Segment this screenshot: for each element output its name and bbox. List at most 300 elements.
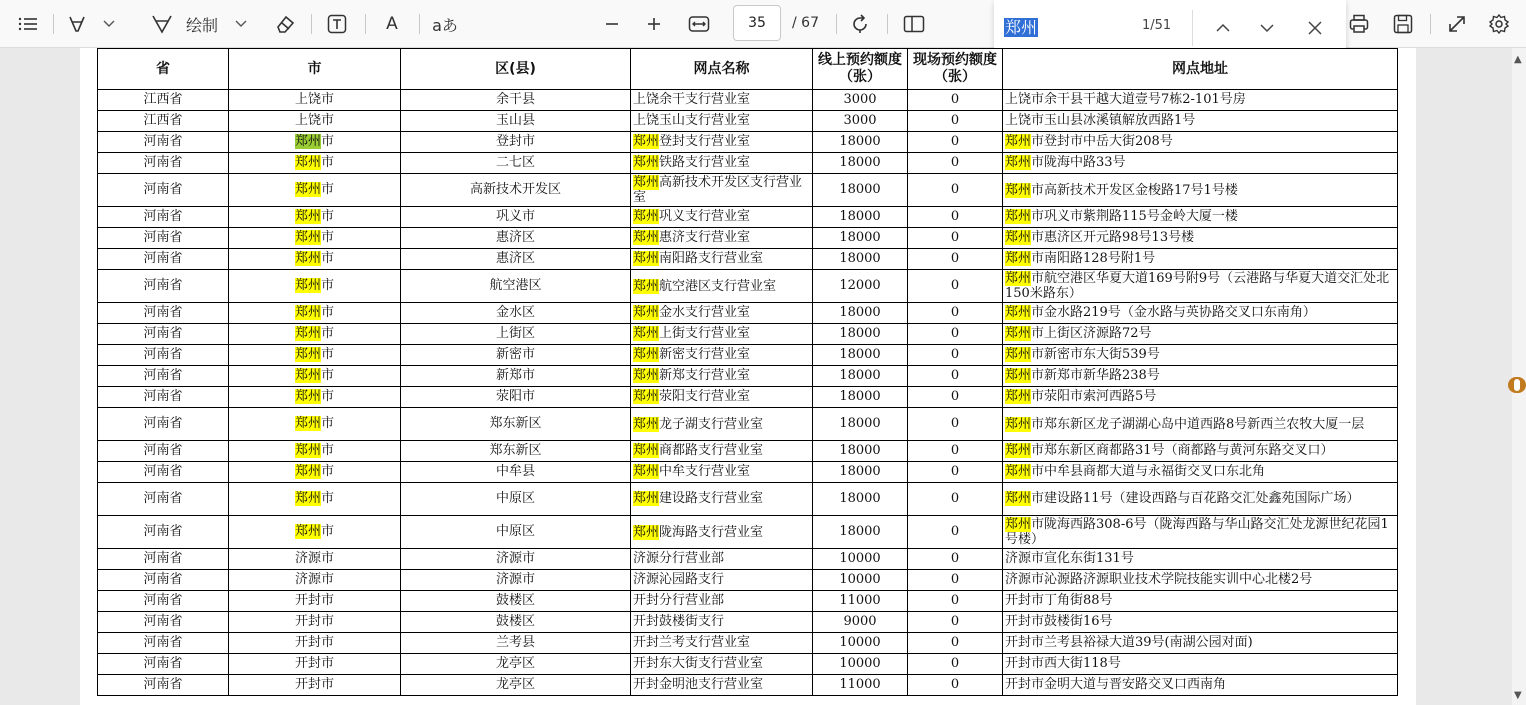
cell-address: 郑州市新郑市新华路238号: [1003, 366, 1398, 387]
table-row: [98, 591, 1398, 612]
search-match-highlight: 郑州: [1005, 416, 1032, 432]
find-close-icon[interactable]: [1300, 13, 1330, 43]
cell-district: 龙亭区: [401, 654, 631, 675]
cell-onsite-quota: 0: [908, 345, 1003, 366]
search-match-highlight: 郑州: [633, 368, 660, 383]
table-row: [98, 228, 1398, 249]
table-row: [98, 483, 1398, 516]
highlight-chevron-down-icon[interactable]: [100, 9, 118, 39]
cell-online-quota: 18000: [813, 441, 908, 462]
cell-branch-name: 上饶玉山支行营业室: [631, 111, 813, 132]
find-result-count: 1/51: [1142, 18, 1172, 33]
cell-online-quota: 18000: [813, 366, 908, 387]
cell-district: 郑东新区: [401, 441, 631, 462]
cell-province: 河南省: [98, 462, 229, 483]
header-onsite-quota: 现场预约额度（张）: [908, 49, 1003, 90]
cell-onsite-quota: 0: [908, 462, 1003, 483]
cell-onsite-quota: 0: [908, 633, 1003, 654]
table-row: [98, 249, 1398, 270]
cell-address: 上饶市玉山县冰溪镇解放西路1号: [1003, 111, 1398, 132]
cell-branch-name: 郑州惠济支行营业室: [631, 228, 813, 249]
cell-branch-name: 郑州金水支行营业室: [631, 303, 813, 324]
cell-district: 玉山县: [401, 111, 631, 132]
find-previous-icon[interactable]: [1208, 13, 1238, 43]
cell-province: 河南省: [98, 270, 229, 303]
cell-branch-name: 郑州中牟支行营业室: [631, 462, 813, 483]
find-query: 郑州: [1005, 18, 1038, 37]
cell-city: 郑州市: [229, 387, 401, 408]
cell-address: 郑州市上街区济源路72号: [1003, 324, 1398, 345]
cell-province: 河南省: [98, 675, 229, 696]
settings-gear-icon[interactable]: [1484, 9, 1514, 39]
cell-province: 河南省: [98, 591, 229, 612]
cell-onsite-quota: 0: [908, 366, 1003, 387]
cell-onsite-quota: 0: [908, 549, 1003, 570]
cell-address: 郑州市建设路11号（建设西路与百花路交汇处鑫苑国际广场）: [1003, 483, 1398, 516]
cell-onsite-quota: 0: [908, 654, 1003, 675]
table-row: [98, 387, 1398, 408]
cell-onsite-quota: 0: [908, 483, 1003, 516]
cell-online-quota: 10000: [813, 549, 908, 570]
search-match-highlight: 郑州: [1005, 305, 1032, 320]
cell-branch-name: 济源分行营业部: [631, 549, 813, 570]
search-match-highlight: 郑州: [1005, 517, 1032, 532]
cell-branch-name: 郑州建设路支行营业室: [631, 483, 813, 516]
table-row: [98, 345, 1398, 366]
cell-onsite-quota: 0: [908, 516, 1003, 549]
cell-province: 河南省: [98, 516, 229, 549]
cell-province: 河南省: [98, 132, 229, 153]
print-icon[interactable]: [1344, 9, 1374, 39]
cell-branch-name: 上饶余干支行营业室: [631, 90, 813, 111]
cell-branch-name: 郑州荥阳支行营业室: [631, 387, 813, 408]
cell-address: 郑州市郑东新区商都路31号（商都路与黄河东路交叉口）: [1003, 441, 1398, 462]
cell-province: 河南省: [98, 408, 229, 441]
cell-city: 济源市: [229, 570, 401, 591]
pdf-page: [80, 48, 1416, 705]
search-match-highlight: 郑州: [1005, 491, 1032, 506]
cell-onsite-quota: 0: [908, 675, 1003, 696]
cell-online-quota: 10000: [813, 633, 908, 654]
search-match-highlight: 郑州: [633, 347, 660, 362]
cell-province: 河南省: [98, 441, 229, 462]
cell-online-quota: 18000: [813, 249, 908, 270]
cell-province: 江西省: [98, 111, 229, 132]
cell-province: 河南省: [98, 570, 229, 591]
search-match-highlight: 郑州: [294, 305, 321, 320]
search-match-highlight: 郑州: [294, 326, 321, 341]
cell-city: 济源市: [229, 549, 401, 570]
cell-onsite-quota: 0: [908, 441, 1003, 462]
table-row: [98, 549, 1398, 570]
cell-district: 巩义市: [401, 207, 631, 228]
cell-branch-name: 郑州登封支行营业室: [631, 132, 813, 153]
search-match-highlight: 郑州: [294, 182, 321, 197]
table-row: [98, 132, 1398, 153]
cell-branch-name: 郑州新密支行营业室: [631, 345, 813, 366]
header-address: 网点地址: [1003, 49, 1398, 90]
search-match-highlight: 郑州: [633, 389, 660, 404]
cell-city: 郑州市: [229, 366, 401, 387]
cell-city: 郑州市: [229, 174, 401, 207]
search-match-highlight: 郑州: [1005, 347, 1032, 362]
cell-city: 郑州市: [229, 345, 401, 366]
cell-online-quota: 10000: [813, 570, 908, 591]
cell-online-quota: 10000: [813, 654, 908, 675]
search-match-highlight: 郑州: [633, 175, 660, 190]
cell-address: 郑州市巩义市紫荆路115号金岭大厦一楼: [1003, 207, 1398, 228]
cell-province: 河南省: [98, 633, 229, 654]
cell-province: 河南省: [98, 612, 229, 633]
cell-address: 郑州市航空港区华夏大道169号附9号（云港路与华夏大道交汇处北150米路东）: [1003, 270, 1398, 303]
cell-branch-name: 郑州高新技术开发区支行营业室: [631, 174, 813, 207]
table-row: [98, 516, 1398, 549]
table-row: [98, 612, 1398, 633]
cell-branch-name: 开封分行营业部: [631, 591, 813, 612]
cell-district: 鼓楼区: [401, 612, 631, 633]
read-aloud-icon[interactable]: A: [386, 14, 398, 34]
search-match-highlight: 郑州: [633, 155, 660, 170]
header-district: 区(县): [401, 49, 631, 90]
cell-city: 开封市: [229, 633, 401, 654]
table-row: [98, 462, 1398, 483]
table-row: [98, 570, 1398, 591]
table-row: [98, 366, 1398, 387]
cell-province: 河南省: [98, 483, 229, 516]
cell-online-quota: 9000: [813, 612, 908, 633]
cell-branch-name: 开封兰考支行营业室: [631, 633, 813, 654]
header-online-quota: 线上预约额度（张）: [813, 49, 908, 90]
cell-district: 荥阳市: [401, 387, 631, 408]
cell-province: 河南省: [98, 249, 229, 270]
cell-district: 中原区: [401, 516, 631, 549]
search-match-highlight: 郑州: [1005, 134, 1032, 149]
cell-province: 河南省: [98, 366, 229, 387]
cell-district: 中原区: [401, 483, 631, 516]
cell-province: 江西省: [98, 90, 229, 111]
cell-onsite-quota: 0: [908, 408, 1003, 441]
table-row: [98, 324, 1398, 345]
search-match-highlight: 郑州: [1005, 389, 1032, 404]
cell-province: 河南省: [98, 228, 229, 249]
fullscreen-icon[interactable]: [1442, 9, 1472, 39]
translate-icon[interactable]: aあ: [432, 15, 458, 35]
table-row: [98, 408, 1398, 441]
cell-district: 二七区: [401, 153, 631, 174]
cell-district: 龙亭区: [401, 675, 631, 696]
save-icon[interactable]: [1388, 9, 1418, 39]
cell-city: 郑州市: [229, 324, 401, 345]
table-header-row: [98, 49, 1398, 90]
cell-district: 新密市: [401, 345, 631, 366]
search-match-highlight: 郑州: [633, 524, 660, 540]
cell-city: 郑州市: [229, 408, 401, 441]
search-match-highlight: 郑州: [1005, 209, 1032, 224]
cell-province: 河南省: [98, 324, 229, 345]
draw-label[interactable]: 绘制: [185, 15, 218, 35]
cell-address: 开封市金明大道与晋安路交叉口西南角: [1003, 675, 1398, 696]
table-row: [98, 303, 1398, 324]
scroll-down-icon[interactable]: ▼: [1514, 690, 1522, 701]
cell-address: 开封市鼓楼街16号: [1003, 612, 1398, 633]
search-match-highlight: 郑州: [294, 155, 321, 170]
search-match-highlight: 郑州: [1005, 182, 1032, 198]
text-box-icon[interactable]: [322, 9, 352, 39]
search-match-highlight: 郑州: [1005, 326, 1032, 341]
table-row: [98, 90, 1398, 111]
cell-city: 郑州市: [229, 132, 401, 153]
cell-online-quota: 3000: [813, 111, 908, 132]
scrollbar-thumb[interactable]: [1508, 377, 1526, 393]
cell-online-quota: 18000: [813, 228, 908, 249]
cell-district: 兰考县: [401, 633, 631, 654]
search-match-highlight: 郑州: [294, 230, 321, 245]
header-city: 市: [229, 49, 401, 90]
search-match-highlight: 郑州: [294, 347, 321, 362]
search-match-highlight: 郑州: [1005, 251, 1032, 266]
highlight-icon[interactable]: [62, 9, 92, 39]
page-view-icon[interactable]: [899, 9, 929, 39]
cell-address: 开封市西大街118号: [1003, 654, 1398, 675]
search-match-highlight: 郑州: [633, 491, 660, 506]
page-number-input[interactable]: 35: [733, 5, 781, 41]
cell-province: 河南省: [98, 345, 229, 366]
table-row: [98, 633, 1398, 654]
cell-district: 上街区: [401, 324, 631, 345]
cell-city: 郑州市: [229, 516, 401, 549]
cell-online-quota: 12000: [813, 270, 908, 303]
table-row: [98, 207, 1398, 228]
rotate-icon[interactable]: [845, 9, 875, 39]
cell-city: 郑州市: [229, 441, 401, 462]
cell-address: 郑州市陇海中路33号: [1003, 153, 1398, 174]
cell-branch-name: 郑州上街支行营业室: [631, 324, 813, 345]
search-match-highlight: 郑州: [633, 230, 660, 245]
cell-onsite-quota: 0: [908, 249, 1003, 270]
cell-onsite-quota: 0: [908, 324, 1003, 345]
cell-city: 开封市: [229, 675, 401, 696]
cell-city: 上饶市: [229, 111, 401, 132]
cell-address: 上饶市余干县干越大道壹号7栋2-101号房: [1003, 90, 1398, 111]
cell-district: 登封市: [401, 132, 631, 153]
cell-province: 河南省: [98, 654, 229, 675]
search-match-highlight: 郑州: [294, 389, 321, 404]
cell-address: 郑州市陇海西路308-6号（陇海西路与华山路交汇处龙源世纪花园1号楼）: [1003, 516, 1398, 549]
search-match-highlight: 郑州: [633, 416, 660, 432]
header-province: 省: [98, 49, 229, 90]
cell-onsite-quota: 0: [908, 387, 1003, 408]
search-match-highlight: 郑州: [633, 251, 660, 266]
search-match-highlight: 郑州: [1005, 230, 1032, 245]
cell-district: 余干县: [401, 90, 631, 111]
table-row: [98, 111, 1398, 132]
cell-branch-name: 济源沁园路支行: [631, 570, 813, 591]
table-row: [98, 270, 1398, 303]
cell-city: 开封市: [229, 591, 401, 612]
cell-branch-name: 郑州商都路支行营业室: [631, 441, 813, 462]
table-row: [98, 153, 1398, 174]
search-match-highlight: 郑州: [294, 416, 321, 431]
document-canvas: [0, 48, 1512, 705]
cell-address: 郑州市高新技术开发区金梭路17号1号楼: [1003, 174, 1398, 207]
search-match-highlight: 郑州: [294, 134, 321, 149]
cell-branch-name: 郑州铁路支行营业室: [631, 153, 813, 174]
cell-onsite-quota: 0: [908, 132, 1003, 153]
cell-address: 开封市兰考县裕禄大道39号(南湖公园对面): [1003, 633, 1398, 654]
cell-online-quota: 18000: [813, 483, 908, 516]
search-match-highlight: 郑州: [294, 464, 321, 479]
cell-district: 金水区: [401, 303, 631, 324]
cell-online-quota: 11000: [813, 675, 908, 696]
search-match-highlight: 郑州: [633, 326, 660, 341]
cell-online-quota: 18000: [813, 132, 908, 153]
search-match-highlight: 郑州: [1005, 271, 1032, 286]
cell-address: 郑州市惠济区开元路98号13号楼: [1003, 228, 1398, 249]
cell-address: 郑州市新密市东大街539号: [1003, 345, 1398, 366]
cell-branch-name: 郑州新郑支行营业室: [631, 366, 813, 387]
cell-address: 济源市宣化东街131号: [1003, 549, 1398, 570]
scroll-up-icon[interactable]: ▲: [1514, 54, 1522, 65]
cell-onsite-quota: 0: [908, 207, 1003, 228]
search-match-highlight: 郑州: [294, 209, 321, 224]
cell-online-quota: 11000: [813, 591, 908, 612]
cell-district: 惠济区: [401, 249, 631, 270]
search-match-highlight: 郑州: [1005, 443, 1032, 458]
cell-branch-name: 郑州南阳路支行营业室: [631, 249, 813, 270]
cell-online-quota: 18000: [813, 462, 908, 483]
cell-province: 河南省: [98, 174, 229, 207]
cell-onsite-quota: 0: [908, 90, 1003, 111]
cell-province: 河南省: [98, 549, 229, 570]
table-row: [98, 174, 1398, 207]
search-match-highlight: 郑州: [294, 443, 321, 458]
cell-city: 郑州市: [229, 249, 401, 270]
cell-online-quota: 18000: [813, 153, 908, 174]
cell-address: 郑州市荥阳市索河西路5号: [1003, 387, 1398, 408]
cell-city: 上饶市: [229, 90, 401, 111]
cell-district: 郑东新区: [401, 408, 631, 441]
cell-branch-name: 开封东大街支行营业室: [631, 654, 813, 675]
cell-branch-name: 郑州航空港区支行营业室: [631, 270, 813, 303]
cell-district: 中牟县: [401, 462, 631, 483]
search-match-highlight: 郑州: [294, 491, 321, 506]
cell-online-quota: 18000: [813, 516, 908, 549]
page-total: / 67: [792, 15, 819, 31]
cell-address: 郑州市金水路219号（金水路与英协路交叉口东南角）: [1003, 303, 1398, 324]
table-row: [98, 441, 1398, 462]
cell-district: 航空港区: [401, 270, 631, 303]
cell-onsite-quota: 0: [908, 570, 1003, 591]
cell-online-quota: 18000: [813, 345, 908, 366]
cell-online-quota: 18000: [813, 303, 908, 324]
cell-city: 开封市: [229, 654, 401, 675]
cell-address: 开封市丁角街88号: [1003, 591, 1398, 612]
search-match-highlight: 郑州: [1005, 155, 1032, 170]
cell-district: 惠济区: [401, 228, 631, 249]
cell-online-quota: 18000: [813, 174, 908, 207]
search-match-highlight: 郑州: [294, 251, 321, 266]
cell-onsite-quota: 0: [908, 174, 1003, 207]
cell-onsite-quota: 0: [908, 228, 1003, 249]
cell-city: 郑州市: [229, 270, 401, 303]
find-input[interactable]: [1004, 15, 1038, 38]
cell-onsite-quota: 0: [908, 270, 1003, 303]
cell-city: 郑州市: [229, 153, 401, 174]
cell-branch-name: 郑州陇海路支行营业室: [631, 516, 813, 549]
search-match-highlight: 郑州: [1005, 368, 1032, 383]
cell-city: 郑州市: [229, 228, 401, 249]
cell-onsite-quota: 0: [908, 303, 1003, 324]
search-match-highlight: 郑州: [633, 464, 660, 479]
cell-city: 郑州市: [229, 483, 401, 516]
search-match-highlight: 郑州: [633, 443, 660, 458]
cell-city: 开封市: [229, 612, 401, 633]
zoom-in-icon[interactable]: [640, 9, 668, 39]
cell-branch-name: 开封金明池支行营业室: [631, 675, 813, 696]
cell-branch-name: 郑州巩义支行营业室: [631, 207, 813, 228]
cell-address: 郑州市中牟县商都大道与永福街交叉口东北角: [1003, 462, 1398, 483]
cell-address: 郑州市郑东新区龙子湖湖心岛中道西路8号新西兰农牧大厦一层: [1003, 408, 1398, 441]
cell-online-quota: 18000: [813, 324, 908, 345]
table-row: [98, 675, 1398, 696]
cell-online-quota: 3000: [813, 90, 908, 111]
cell-online-quota: 18000: [813, 387, 908, 408]
cell-online-quota: 18000: [813, 408, 908, 441]
draw-chevron-down-icon[interactable]: [232, 9, 250, 39]
cell-district: 高新技术开发区: [401, 174, 631, 207]
header-branch-name: 网点名称: [631, 49, 813, 90]
cell-district: 鼓楼区: [401, 591, 631, 612]
search-match-highlight: 郑州: [294, 278, 321, 293]
search-match-highlight: 郑州: [633, 278, 660, 294]
search-match-highlight: 郑州: [1005, 464, 1032, 479]
cell-onsite-quota: 0: [908, 591, 1003, 612]
search-match-highlight: 郑州: [633, 209, 660, 224]
cell-onsite-quota: 0: [908, 153, 1003, 174]
fit-width-icon[interactable]: [684, 9, 714, 39]
cell-address: 郑州市登封市中岳大街208号: [1003, 132, 1398, 153]
zoom-out-icon[interactable]: [598, 9, 626, 39]
cell-province: 河南省: [98, 153, 229, 174]
draw-icon[interactable]: [144, 9, 180, 39]
cell-province: 河南省: [98, 207, 229, 228]
cell-district: 济源市: [401, 570, 631, 591]
table-of-contents-icon[interactable]: [14, 9, 42, 39]
cell-address: 济源市沁源路济源职业技术学院技能实训中心北楼2号: [1003, 570, 1398, 591]
cell-city: 郑州市: [229, 207, 401, 228]
search-match-highlight: 郑州: [633, 305, 660, 320]
cell-online-quota: 18000: [813, 207, 908, 228]
search-match-highlight: 郑州: [294, 524, 321, 539]
search-match-highlight: 郑州: [294, 368, 321, 383]
cell-province: 河南省: [98, 387, 229, 408]
cell-branch-name: 郑州龙子湖支行营业室: [631, 408, 813, 441]
cell-address: 郑州市南阳路128号附1号: [1003, 249, 1398, 270]
cell-city: 郑州市: [229, 462, 401, 483]
cell-branch-name: 开封鼓楼街支行: [631, 612, 813, 633]
search-match-highlight: 郑州: [633, 134, 660, 149]
cell-onsite-quota: 0: [908, 612, 1003, 633]
find-next-icon[interactable]: [1252, 13, 1282, 43]
cell-district: 新郑市: [401, 366, 631, 387]
cell-city: 郑州市: [229, 303, 401, 324]
branch-table: [97, 48, 1398, 696]
cell-onsite-quota: 0: [908, 111, 1003, 132]
cell-province: 河南省: [98, 303, 229, 324]
cell-district: 济源市: [401, 549, 631, 570]
eraser-icon[interactable]: [270, 9, 300, 39]
table-row: [98, 654, 1398, 675]
